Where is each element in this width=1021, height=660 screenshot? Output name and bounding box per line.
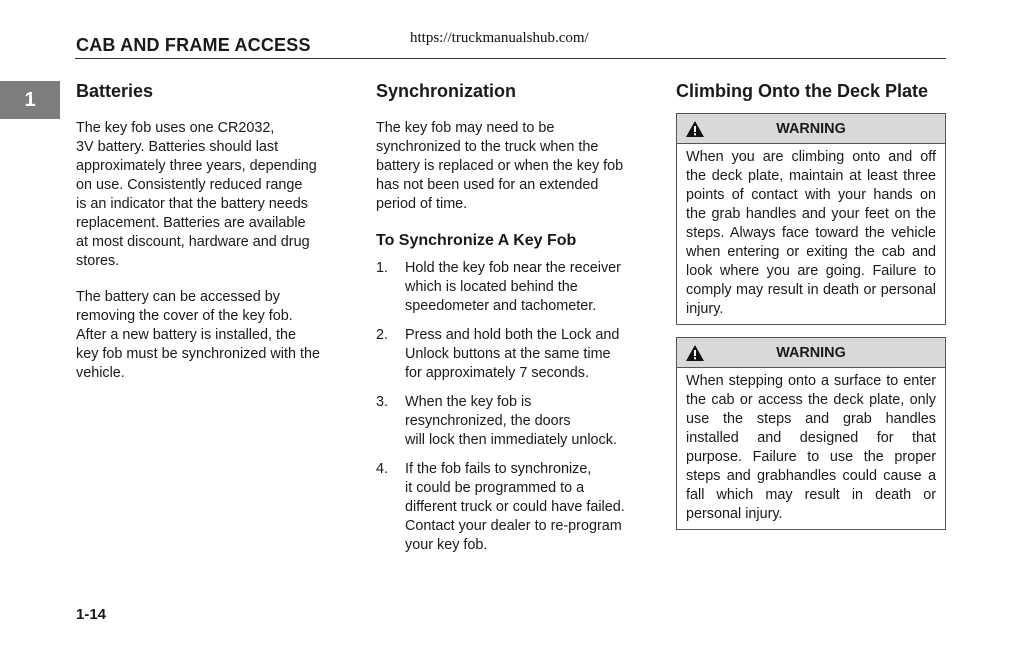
step-number: 1. <box>376 260 389 276</box>
synchronize-key-fob-subheading: To Synchronize A Key Fob <box>376 232 577 249</box>
warning-header <box>677 338 945 368</box>
batteries-column <box>76 80 346 400</box>
section-header-title: CAB AND FRAME ACCESS <box>76 35 311 55</box>
synchronize-steps-list <box>376 259 651 555</box>
warning-box <box>676 113 946 325</box>
warning-label: WARNING <box>776 120 846 137</box>
step-number: 2. <box>376 327 389 343</box>
page-number: 1-14 <box>76 606 107 623</box>
batteries-paragraph-2: The battery can be accessed by removing the cover of the key fob. After a new battery is installed, the key fob must be synchronized with the vehicle. <box>76 289 320 381</box>
synchronization-column <box>376 80 651 565</box>
step-number: 3. <box>376 394 389 410</box>
step-text: Press and hold both the Lock and Unlock buttons at the same time for approximately 7 seconds. <box>405 327 620 381</box>
step-text: When the key fob is resynchronized, the doors will lock then immediately unlock. <box>405 394 617 448</box>
header-divider <box>75 58 946 59</box>
climbing-heading: Climbing Onto the Deck Plate <box>676 81 929 101</box>
climbing-column <box>676 80 946 542</box>
step-text: If the fob fails to synchronize, it could be programmed to a different truck or could have failed. Contact your dealer to re-program your key fob. <box>405 461 625 553</box>
step-number: 4. <box>376 461 389 477</box>
list-item <box>376 393 651 450</box>
warning-label: WARNING <box>776 344 846 361</box>
list-item <box>376 326 651 383</box>
batteries-heading: Batteries <box>76 81 154 101</box>
synchronization-paragraph: The key fob may need to be synchronized to the truck when the battery is replaced or when the key fob has not been used for an extended period of time. <box>376 120 624 212</box>
chapter-tab: 1 <box>0 81 60 119</box>
step-text: Hold the key fob near the receiver which is located behind the speedometer and tachometer. <box>405 260 621 314</box>
warning-triangle-icon <box>685 120 705 138</box>
list-item <box>376 460 651 555</box>
warning-box <box>676 337 946 530</box>
warning-header <box>677 114 945 144</box>
warning-text: When you are climbing onto and off the deck plate, maintain at least three points of contact with your hands on the grab handles and your feet on the steps. Always face toward the vehicle when entering or exiting the cab and look where you are going. Failure to comply may result in death or personal injury. <box>686 149 936 317</box>
warning-text: When stepping onto a surface to enter the cab or access the deck plate, only use the steps and grab handles installed and designed for that purpose. Failure to use the proper steps and grabhandles could cause a fall which may result in death or personal injury. <box>686 373 936 522</box>
warning-triangle-icon <box>685 344 705 362</box>
batteries-paragraph-1: The key fob uses one CR2032, 3V battery. Batteries should last approximately three years, depending on use. Consistently reduced range is an indicator that the battery needs replacement. Batteries are available at most discount, hardware and drug stores. <box>76 120 317 269</box>
list-item <box>376 259 651 316</box>
source-url: https://truckmanualshub.com/ <box>410 30 589 46</box>
synchronization-heading: Synchronization <box>376 81 517 101</box>
